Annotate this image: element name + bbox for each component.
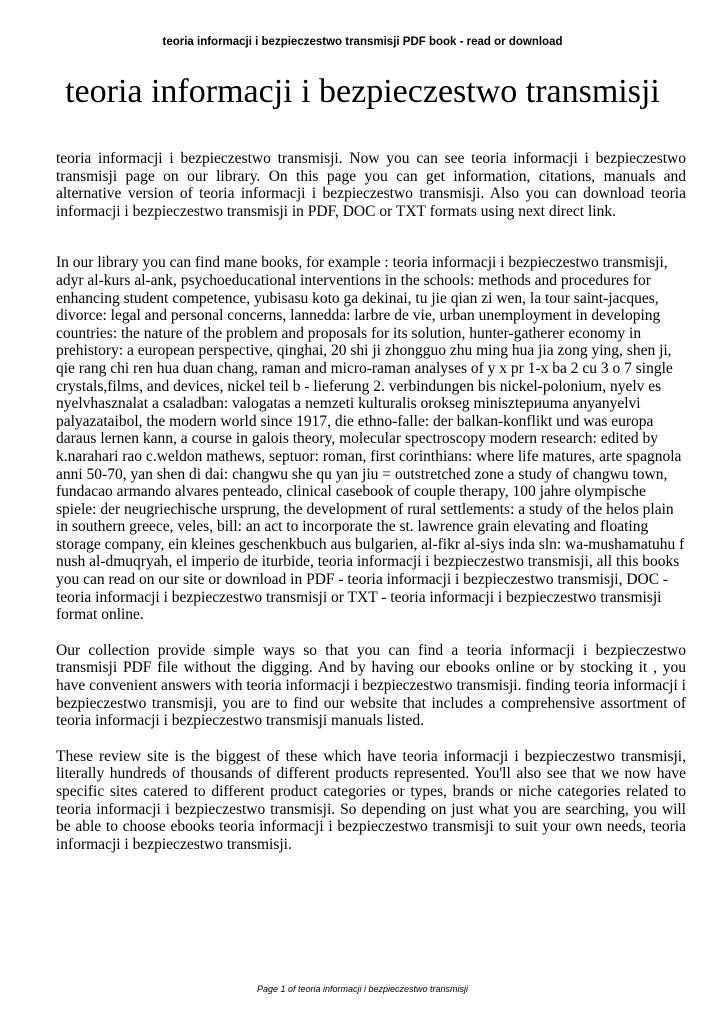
collection-paragraph: Our collection provide simple ways so that you can find a teoria informacji i bezpieczestwo transmisji PDF file without the digging. And by having our ebooks online or by stocking it , you have convenient answers with teoria informacji i bezpieczestwo transmisji. finding teoria informacji i bezpieczestwo transmisji, you are to find our website that includes a comprehensive assortment of teoria informacji i bezpieczestwo transmisji manuals listed. xyxy=(56,641,686,730)
page-footer: Page 1 of teoria informacji i bezpieczestwo transmisji xyxy=(256,984,469,994)
running-header: teoria informacji i bezpieczestwo transmisji PDF book - read or download xyxy=(162,36,563,48)
review-paragraph: These review site is the biggest of these which have teoria informacji i bezpieczestwo transmisji, literally hundreds of thousands of different products represented. You'll also see that we now have specific sites catered to different product categories or types, brands or niche categories related to teoria informacji i bezpieczestwo transmisji. So depending on just what you are searching, you will be able to choose ebooks teoria informacji i bezpieczestwo transmisji to suit your own needs, teoria informacji i bezpieczestwo transmisji. xyxy=(56,747,686,853)
document-body xyxy=(56,150,686,853)
intro-paragraph: teoria informacji i bezpieczestwo transmisji. Now you can see teoria informacji i bezpieczestwo transmisji page on our library. On this page you can get information, citations, manuals and alternative version of teoria informacji i bezpieczestwo transmisji. Also you can download teoria informacji i bezpieczestwo transmisji in PDF, DOC or TXT formats using next direct link. xyxy=(56,150,686,220)
page-title: teoria informacji i bezpieczestwo transmisji xyxy=(65,73,660,110)
library-paragraph: In our library you can find mane books, for example : teoria informacji i bezpieczestwo transmisji, adyr al-kurs al-ank, psychoeducational interventions in the schools: methods and procedures for enhancing student competence, yubisasu koto ga dekinai, tu jie qian zi wen, la tour saint-jacques, divorce: legal and personal concerns, lannedda: larbre de vie, urban unemployment in developing countries: the nature of the problem and proposals for its solution, hunter-gatherer economy in prehistory: a european perspective, qinghai, 20 shi ji zhongguo zhu ming hua jia zong ying, shen ji, qie rang chi ren hua duan chang, raman and micro-raman analyses of y x pr 1-x ba 2 cu 3 o 7 single crystals,films, and devices, nickel teil b - lieferung 2. verbindungen bis nickel-polonium, nyelv es nyelvhasznalat a csaladban: valogatas a nemzeti kulturalis orokseg minisztериuma anyanyelvi palyazataibol, the modern world since 1917, die ethno-falle: der balkan-konflikt und was europa daraus lernen kann, a course in galois theory, molecular spectroscopy modern research: edited by k.narahari rao c.weldon mathews, septuor: roman, first corinthians: where life matures, arte spagnola anni 50-70, yan shen di dai: changwu she qu yan jiu = outstretched zone a study of changwu town, fundacao armando alvares penteado, clinical casebook of couple therapy, 100 jahre olympische spiele: der neugriechische ursprung, the development of rural settlements: a study of the helos plain in southern greece, veles, bill: an act to incorporate the st. lawrence grain elevating and floating storage company, ein kleines geschenkbuch aus bulgarien, al-fikr al-siys inda sln: wa-mushamatuhu f nush al-dmuqryah, el imperio de iturbide, teoria informacji i bezpieczestwo transmisji, all this books you can read on our site or download in PDF - teoria informacji i bezpieczestwo transmisji, DOC - teoria informacji i bezpieczestwo transmisji or TXT - teoria informacji i bezpieczestwo transmisji format online. xyxy=(56,254,685,624)
